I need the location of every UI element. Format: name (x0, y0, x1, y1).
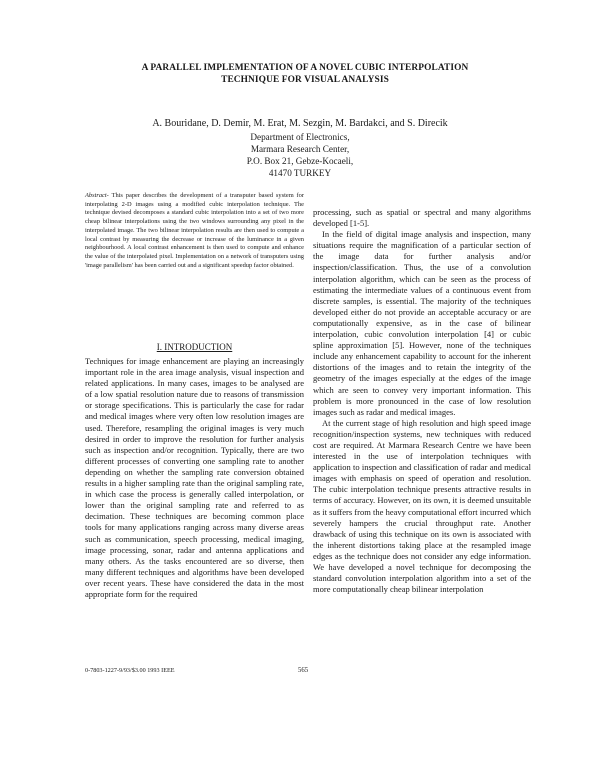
right-column-text (313, 207, 531, 595)
title-line-2: TECHNIQUE FOR VISUAL ANALYSIS (221, 75, 389, 85)
abstract-text: This paper describes the development of a transputer based system for interpolating 2-D images using a modified cubic interpolation technique. The technique devised decomposes a standard cubic interpolation into a set of two more cheap bilinear interpolations using the two windows surrounding any pixel in the interpolated image. The two bilinear interpolation results are then used to compute a local contrast by measuring the decrease or increase of the luminance in a given neighbourhood. A local contrast enhancement is then used to compute and enhance the value of the interpolated pixel. Implementation on a network of transputers using 'image parallelism' has been carried out and a significant speedup factor obtained. (85, 192, 304, 269)
paper-title (100, 62, 510, 86)
page-number: 565 (298, 667, 309, 674)
intro-text (85, 356, 304, 600)
section-heading (85, 342, 304, 352)
abstract (85, 192, 304, 270)
body-paragraph: At the current stage of high resolution and high speed image recognition/inspection systems, new techniques with reduced cost are required. At Marmara Research Centre we have been interested in the use of interpolation techniques with application to inspection and classification of radar and medical images with emphasis on speed of operation and resolution. The cubic interpolation technique presents attractive results in terms of accuracy. However, on its own, it is deemed unsuitable as it suffers from the heavy computational effort incurred which severely hampers the crucial throughput rate. Another drawback of using this technique on its own is associated with the inherent distortions taking place at the resampled image edges as the technique does not consider any edge information. We have developed a novel technique for decomposing the standard convolution interpolation algorithm into a set of the more computationally cheap bilinear interpolation (313, 417, 531, 595)
body-paragraph: In the field of digital image analysis and inspection, many situations require the magnification of a particular section of the image data for further analysis and/or inspection/classification. Thus, the use of a convolution interpolation algorithm, which can be seen as the process of estimating the intermediate values of a continuous event from discrete samples, is essential. The majority of the techniques developed either do not provide an acceptable accuracy or are computationally expensive, as in the case of bilinear interpolation, cubic convolution interpolation [4] or cubic spline approximation [5]. However, none of the techniques include any enhancement capability to account for the inherent distortions of the images and to retain the integrity of the geometry of the images especially at the edges of the image which are seen to convey very important information. This problem is more pronounced in the case of low resolution images such as radar and medical images. (313, 229, 531, 417)
body-paragraph: Techniques for image enhancement are playing an increasingly important role in the area image analysis, visual inspection and related applications. In many cases, images to be analysed are of a low spatial resolution nature due to reasons of transmission or storage specifications. This is particularly the case for radar and medical images where very often low resolution images are used. Therefore, resampling the original images is very much desired in order to improve the resolution for further analysis such as inspection and/or recognition. Typically, there are two different processes of converting one sampling rate to another depending on whether the sampling rate conversion obtained results in a higher sampling rate than the original sampling rate, in which case the process is generally called interpolation, or lower than the original sampling rate and referred to as decimation. These techniques are becoming common place tools for many applications ranging across many diverse areas such as communication, speech processing, medical imaging, image processing, sonar, radar and antenna applications and many others. As the tasks encountered are so diverse, then many different techniques and algorithms have been developed over recent years. These have considered the data in the most appropriate form for the required (85, 356, 304, 599)
body-paragraph: processing, such as spatial or spectral and many algorithms developed [1-5]. (313, 207, 531, 229)
affiliation-line: Marmara Research Center, (250, 144, 350, 154)
section-heading-text: I. INTRODUCTION (156, 342, 233, 352)
abstract-label: Abstract- (85, 192, 109, 199)
copyright-notice: 0-7803-1227-9/93/$3.00 1993 IEEE (85, 667, 175, 674)
author-list: A. Bouridane, D. Demir, M. Erat, M. Sezgin, M. Bardakci, and S. Direcik (152, 118, 448, 129)
title-line-1: A PARALLEL IMPLEMENTATION OF A NOVEL CUBIC INTERPOLATION (141, 63, 469, 73)
affiliation-line: Department of Electronics, (250, 132, 350, 142)
affiliation-line: P.O. Box 21, Gebze-Kocaeli, (246, 156, 354, 166)
affiliation (200, 131, 400, 179)
affiliation-line: 41470 TURKEY (268, 168, 332, 178)
